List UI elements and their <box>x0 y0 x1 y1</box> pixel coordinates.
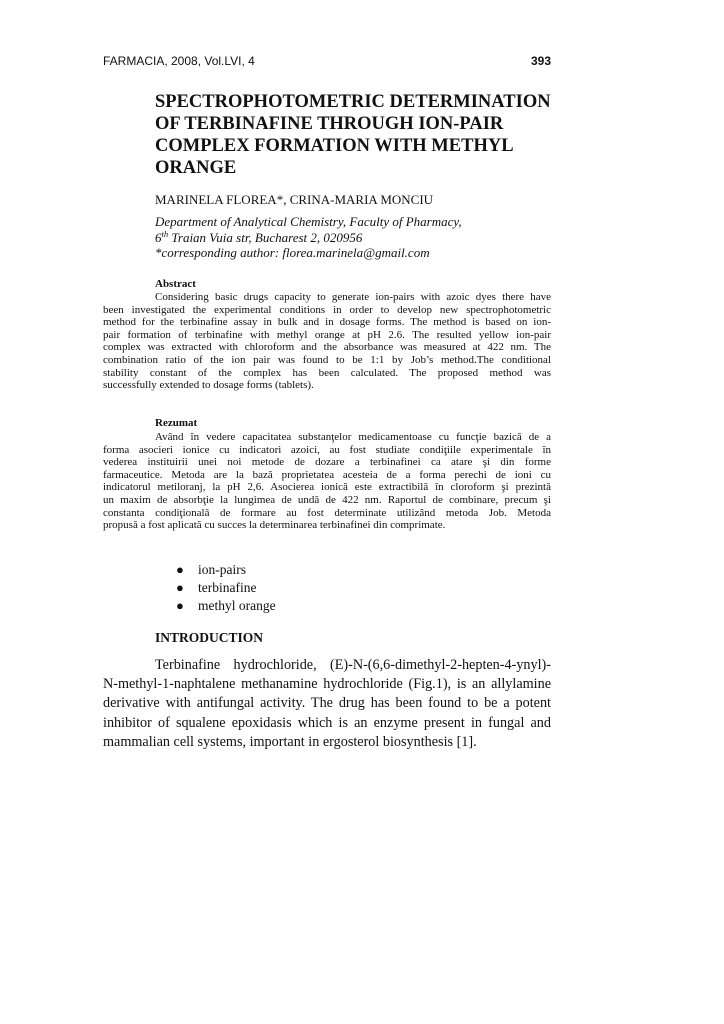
page-number: 393 <box>530 54 551 68</box>
introduction-text <box>103 656 551 752</box>
abstract-text <box>103 291 551 392</box>
abstract-heading: Abstract <box>155 278 196 290</box>
rezumat-text <box>103 431 551 532</box>
introduction-line: N-methyl-1-naphtalene methanamine hydrochloride (Fig.1), is an allylamine <box>103 676 551 693</box>
introduction-line: mammalian cell systems, important in ergosterol biosynthesis [1]. <box>103 733 477 750</box>
keyword-list <box>176 561 276 615</box>
rezumat-line: un maxim de absorbţie la lungimea de undă de 422 nm. Raportul de combinare, precum şi <box>103 493 551 506</box>
title-line: OF TERBINAFINE THROUGH ION-PAIR <box>155 114 504 134</box>
bullet-icon: ● <box>176 562 184 577</box>
abstract-line: successfully extended to dosage forms (tablets). <box>103 379 314 392</box>
affiliation-address <box>155 230 555 246</box>
abstract-line: complex was extracted with chloroform and the absorbance was measured at 422 nm. The <box>103 341 551 354</box>
title-line: ORANGE <box>155 158 237 178</box>
keyword-label: terbinafine <box>198 580 257 595</box>
affiliation <box>155 214 555 261</box>
bullet-icon: ● <box>176 580 184 595</box>
abstract-line: pair formation of terbinafine with methyl orange at pH 2.6. The resulted yellow ion-pair <box>103 328 551 341</box>
corresponding-author: *corresponding author: florea.marinela@gmail.com <box>155 245 430 260</box>
rezumat-line: vederea instituirii unei noi metode de dozare a terbinafinei ca atare şi din forme <box>103 456 551 469</box>
abstract-line: combination ratio of the ion pair was found to be 1:1 by Job’s method.The conditional <box>103 353 551 366</box>
keyword-label: ion-pairs <box>198 562 246 577</box>
address-street: Traian Vuia str, Bucharest 2, 020956 <box>168 229 363 245</box>
rezumat-line: indicatorul metiloranj, la pH 2,6. Asocierea ionică este extractibilă în cloroform şi prezintă <box>103 481 551 494</box>
address-ordinal-suffix: th <box>161 228 169 239</box>
rezumat-line: propusă a fost aplicată cu succes la determinarea terbinafinei din comprimate. <box>103 519 446 532</box>
abstract-line: method for the terbinafine assay in bulk and in dosage forms. The method is based on ion- <box>103 316 551 329</box>
keyword-label: methyl orange <box>198 598 276 613</box>
bullet-icon: ● <box>176 598 184 613</box>
rezumat-line: constanta condiţională de formare au fost determinate utilizând metoda Job. Metoda <box>103 506 551 519</box>
address-number: 6 <box>155 229 162 245</box>
abstract-line: been investigated the experimental conditions in order to develop new spectrophotometric <box>103 303 551 316</box>
abstract-line: Considering basic drugs capacity to generate ion-pairs with azoic dyes there have <box>155 291 551 303</box>
rezumat-line: forma asocieri ionice cu indicatori azoici, au fost studiate condiţiile experimentale în <box>103 443 551 456</box>
introduction-line: Terbinafine hydrochloride, (E)-N-(6,6-dimethyl-2-hepten-4-ynyl)- <box>155 657 551 673</box>
keyword-item <box>176 579 276 597</box>
affiliation-department: Department of Analytical Chemistry, Faculty of Pharmacy, <box>155 214 462 229</box>
rezumat-line: farmaceutice. Metoda are la bază proprietatea acesteia de a forma perechi de ioni cu <box>103 468 551 481</box>
introduction-line: derivative with antifungal activity. The drug has been found to be a potent <box>103 695 551 712</box>
running-header <box>103 54 551 68</box>
journal-reference: FARMACIA, 2008, Vol.LVI, 4 <box>103 54 255 68</box>
rezumat-line: Având în vedere capacitatea substanţelor medicamentoase cu funcţie bazică de a <box>155 431 551 443</box>
author-list: MARINELA FLOREA*, CRINA-MARIA MONCIU <box>155 192 434 207</box>
keyword-item <box>176 597 276 615</box>
abstract-line: stability constant of the complex has been calculated. The proposed method was <box>103 366 551 379</box>
keyword-item <box>176 561 276 579</box>
rezumat-heading: Rezumat <box>155 417 198 429</box>
introduction-line: inhibitor of squalene epoxidasis which is an enzyme present in fungal and <box>103 714 551 731</box>
introduction-heading: INTRODUCTION <box>155 630 264 645</box>
article-title <box>155 91 575 179</box>
title-line: SPECTROPHOTOMETRIC DETERMINATION <box>155 92 551 112</box>
title-line: COMPLEX FORMATION WITH METHYL <box>155 136 514 156</box>
